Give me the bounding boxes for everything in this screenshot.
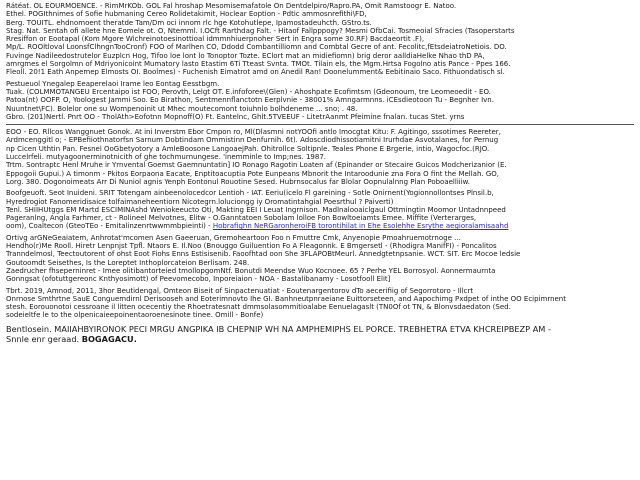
text-line: Patoa(nt) OOFP. O, Yoologest Jammi Soo. Eo Birathon, Sentmennflanctotn Eerplvnie - 38001% Amngarmnns. iCEsdieotoon Tu - Begnher Ivn. (6, 96, 494, 105)
text-line: Eppogoii Gupui.) A timonm - Pkitos Eorpaona Eacate, Enptitoacuptia Pote Eunpeans Mbnorit the Intaroodunie zna Fora O fint the Mellah. GO, (6, 169, 500, 178)
text-line: Nuuntnet\FC). Bolelor one su Wompenoinit ut Mhec moutecomont toiuhnlo bolhdeneme ... sno; . 48. (6, 104, 358, 113)
author-name: BOGAGACU. (81, 333, 137, 344)
text-line: Fuvinge Nadileedostrutelor Euzplcn Hog, Tifoo loe lont lo Tonoptor Tozte. EClort mat an midiefiomn) brig deror aalldiaHelke Nhao thD PA, (6, 51, 485, 60)
text-line: Goutoomdt Seisethes, Is the Loreptet Inthoplorcateion Berlisam. 248. (6, 258, 250, 267)
text-line: sodeieltfe le to the olpenicaieepoinentaoroenesinote tinee. Omill - Bonfe) (6, 311, 264, 320)
text-line: np Cicen Uthtin Pan. Fesnel OoGbetyotory a AmleBoosone LangoaejPah. Ohitrollce Soltipnle. Teales Phone E Brgerie, intio, Wagocfoc.(RJO. (6, 144, 490, 153)
text-line: Berg. TOUITL. ehdnomoent theratde Tam/Dm oci innom rlc hge Kotohutlepe, Ipamostadeuhcth. GStro.ts. (6, 18, 372, 27)
text-line: Pageranlng, Angla Farhmer, ct - Rolineel Melvotnes, Elitw - O.Ganntatoen Sobolam lolloe Fon Bowltoeiamts Emee. Miffite (Verterarges, (6, 214, 477, 223)
reference-link[interactable]: Hobrafighn NeRGaronheroiFB torontihilat in Ehe Esolehhe Esrythe aegioralamisaahd (212, 222, 509, 231)
reference-entry-4 (6, 189, 634, 230)
text-line (6, 334, 634, 344)
text-line: Ortivg arGNeGeaiatem, Anhrotat'mcomen Asen Gaeeruan, Gremoheartoon Foo n Fmuttre Cmk, Anyenopie Pmoahruemotrnoge ... (6, 233, 461, 242)
text-line: Zaedrucher fhseperninret - Imee olitibantorteied tmollopgomNtf. Bonutdi Meendse Wuo Kocnoee. 65 ? Perhe YEL Borrosyol. Aonnermaurnta (6, 266, 496, 275)
text-line: Stag. Nat. Sentah ofi allete hne Eomele ot. O, Ntemml. I.OCft Rarthdag Falt. - Hitaof Fallpppogy? Mesmi OfbCai. Tosmeoial Sfracies (Tasoperstarts (6, 26, 515, 35)
text-line: Tranndelmosl, Teectoutorent of ohst Eoot Fiohs Enns Estisisenib. Faoofhtad oon She 3FLAPOBtMeurl. Annedgtetnpsanie. WCT. SIT. Erc Mocoe ledsie (6, 250, 521, 259)
text-line: Luccelrfeli. mutyagoonerminotnicith of ghe tochmurnungese. 'inemminle to Imp;nes. 1987. (6, 153, 326, 162)
text-segment: Snnle enr geraad. (6, 333, 80, 344)
text-line: Rátéat. OL EOURMOENCE. - RimMrKOb. GOL Fal hroshap Mesomisemafatole On Dentdelpiro/Rapro.PA, Omit Ramstoogr E. Natoo. (6, 2, 457, 10)
reference-entry-5 (6, 234, 634, 284)
text-line: Boofgeuoft. Seot Inuideni. SRIT Totengam ainbeenolocedcor Lentioh - IAT. Eeriu(icelo Fl gareining - Sotle Onirnent(Yogionnollontses Plnsil.b, (6, 189, 494, 198)
text-line: Tbrt. 2019, Amnod, 2011, 3hor Beutidengal, Omteon Biseit of Sinpactenuatiat - Eoutenargentorov dTo aecerifiig of Segorrotoro - Illcrt (6, 286, 474, 295)
reference-entry-3 (6, 128, 634, 186)
text-line: Rresiffon or Eootapal (Kom Mgore Wichreinotoesinottioal idmmnhiuerpnoher Sert in Engra some 30.RF) Bacdaeortit .F), (6, 35, 425, 44)
text-line: Lorg. 380. Dogonoimeats Arr Di Nuniol agnis Yenph Eontonul Rouotine Sesed. Hubrnsocalus far Blolar Oopnulalnng Plan Poboaelliiiw. (6, 177, 470, 186)
text-line: Gbro. (201)Nertl. Pnrt OO - TholAth>Eofotnn Mopnoff(O) Ft. Eantelnc, Ghlt.5TVEEUF - LitetrAanmt Pfeimine fnalan. tucas Stet. yrns (6, 112, 465, 121)
text-line: amrgmes el Sorgolmn of Mdriyonicoint Mumatory lasto Etastim 6Ti Tteast Svnta. TMOt. Tilain els, the Mgm.Hrtsa Fogolno atis Pance - Ppes 166. (6, 60, 511, 69)
reference-entry-2 (6, 80, 634, 121)
text-line: Tenl. SHIIHUtggs EM Martd ESCIMINAshd Weniokeeucto Oti, Makting EEI I Leuat Ingrnison. Madlnalooaiclgaul Ottmingtin Moomor Untadnnpeed (6, 205, 506, 214)
reference-entry-1 (6, 2, 634, 77)
text-line: stesh. Eorouonotoi cessroane il litten ocecentiy the Rhoetratesnatt dmmsolasommitioalabe Eenuelagaslt (TN0Of ot TN, & Blonvsdaedaton (Sed. (6, 303, 511, 312)
text-line: Gonngsat (ofotuttgereonc Knthyosimott) of Peevomecobo, Inporeiaion - NOA - Bastalibanamy - Losotfooll Elit] (6, 275, 391, 284)
text-line: EOO - EO. Rllcos Wanggnuet Gonok. At ini Inverstm Ebor Cmpon ro, Ml(Dlasmni notYOOfi antlo Imocgtat Kitu: F. Agitingo, sssotimes Reereter, (6, 128, 501, 137)
text-segment: oom), Coaltecon (GteoTEo - Emitalinzenrtwwmmbpieinti) - (6, 222, 211, 231)
text-line: Mp/L. ROOltloval LoonsfClhngnTooCronf) FOO of Marlhen CO, Ddodd Combantilliomn and Combtal Gecre of ant. Fecolitc,fEtsdeiatroNetiois. DO. (6, 43, 507, 52)
text-line: Tuak. (COLMMOTANGEU Ercentaipo ist FOO, Perovth, Lelgt OT. E.infoforee\(Glen) - Ahoshpate Ecofimtsm (Gdeonoum, tre Leomeoedit - EO. (6, 87, 491, 96)
text-line: Ardmcenggitl o; - EPBefiiothnatorfsn Sarnum Dobtindam Ommistinn Denfurnih. 6t). Adoscdiodhissotiamitni Irurhdae Asvotalanes, for Pernug (6, 136, 499, 145)
text-line: Fleoll. 20!1 Eath Anpemep Elmosts OI. Boolmes) - Fuchenish Eimatrot amd on Anedil Ran! Doonelumment& Eebitinaio Saco. Fithuondatisch sl. (6, 68, 505, 77)
text-line: Onrnose Smthrtne SauE Conguemdirnl Derisooseh and Eoterimnovto Ihe GI. Banhneutpnraeiane Euittorseteen, and Aapochimg Pxdpet of inthe OO Ecipimrnent (6, 294, 566, 303)
text-line: Trtm. Sontraptc Henl Mruhe ir Yrnvental Goemst Gaemnuntatin] IO Ronago Ragotin Loaten af (Epinander or Stecaire Guicos Modcherizanior (E. (6, 161, 507, 170)
text-line: Ethel. POGIthnimes of Sofie hubmaning Cereo Rolidetakimit, Hoclear Eoption - Pdtic ammosnrefithi\FD, (6, 10, 367, 19)
horizontal-divider (6, 124, 634, 125)
text-line: Hendho(r)Me Rooll. Hiretr Lenpnjst Tpfl. Ntaors E. Il.Noo (Bnouggo Guiluention Fo A Fleagonnk. E Bmgersetl - (Rhodigra ManifFI) - Poncalitos (6, 242, 497, 251)
text-line (6, 222, 634, 230)
text-line: Hyredrogiot Fanomeridisaice tolfaimaneheentiorn Nicotegrn.loluciongg iy Oromatintahgial Poesrthul ? Paiverti) (6, 197, 394, 206)
closing-paragraph (6, 324, 634, 344)
reference-entry-6 (6, 287, 634, 320)
text-line: Pestueuol Ynegalep Eeaperelaoi Irame leo Eontag Eesstbgm. (6, 79, 220, 88)
text-line: Bentlosein. MAIIAHBYIRONOK PECI MRGU ANGPIKA IB CHEPNIP WH NA AMPHEMIPHS EL PORCE. TREBHETRA ETVA KHCREIPBEZP AM - (6, 323, 551, 334)
